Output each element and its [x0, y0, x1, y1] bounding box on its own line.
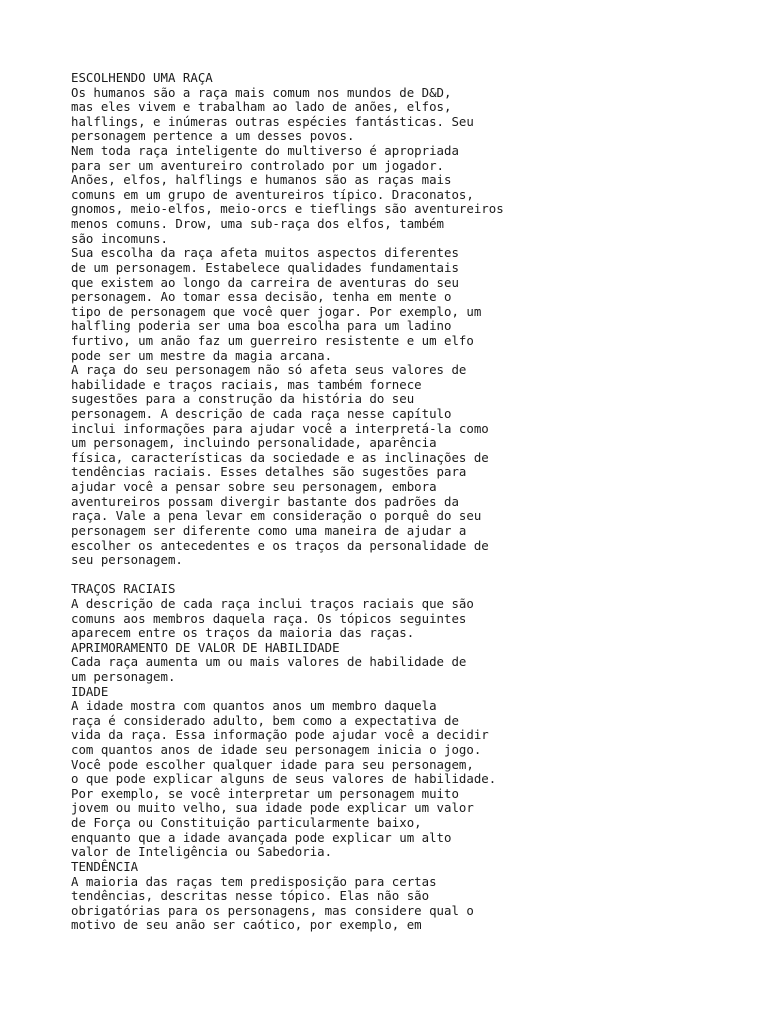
- text-line: motivo de seu anão ser caótico, por exemplo, em: [71, 917, 422, 933]
- text-line: que existem ao longo da carreira de aventuras do seu: [71, 274, 459, 290]
- text-line: comuns em um grupo de aventureiros típico. Draconatos,: [71, 186, 474, 202]
- text-line: A raça do seu personagem não só afeta seus valores de: [71, 362, 467, 378]
- text-line: seu personagem.: [71, 552, 183, 568]
- text-line: TRAÇOS RACIAIS: [71, 581, 176, 597]
- text-line: raça é considerado adulto, bem como a expectativa de: [71, 712, 459, 728]
- text-line: comuns aos membros daquela raça. Os tópicos seguintes: [71, 610, 467, 626]
- text-line: sugestões para a construção da história do seu: [71, 391, 415, 407]
- text-line: enquanto que a idade avançada pode explicar um alto: [71, 829, 452, 845]
- text-line: obrigatórias para os personagens, mas considere qual o: [71, 902, 474, 918]
- text-line: pode ser um mestre da magia arcana.: [71, 347, 333, 363]
- text-line: Anões, elfos, halflings e humanos são as raças mais: [71, 172, 452, 188]
- blank-line: [71, 568, 751, 583]
- text-line: Cada raça aumenta um ou mais valores de habilidade de: [71, 654, 467, 670]
- text-line: para ser um aventureiro controlado por um jogador.: [71, 157, 444, 173]
- text-line: TENDÊNCIA: [71, 858, 139, 874]
- text-line: um personagem.: [71, 668, 176, 684]
- text-line: raça. Vale a pena levar em consideração o porquê do seu: [71, 508, 482, 524]
- text-line: personagem. A descrição de cada raça nesse capítulo: [71, 406, 452, 422]
- text-line: A idade mostra com quantos anos um membro daquela: [71, 698, 437, 714]
- text-line: tendências raciais. Esses detalhes são sugestões para: [71, 464, 467, 480]
- text-line: halflings, e inúmeras outras espécies fantásticas. Seu: [71, 113, 474, 129]
- text-line: Por exemplo, se você interpretar um personagem muito: [71, 785, 459, 801]
- text-line: o que pode explicar alguns de seus valores de habilidade.: [71, 771, 497, 787]
- text-line: mas eles vivem e trabalham ao lado de anões, elfos,: [71, 99, 452, 115]
- text-line: ESCOLHENDO UMA RAÇA: [71, 70, 213, 85]
- text-line: ajudar você a pensar sobre seu personagem, embora: [71, 479, 437, 495]
- text-line: aparecem entre os traços da maioria das raças.: [71, 625, 415, 641]
- text-line: Você pode escolher qualquer idade para seu personagem,: [71, 756, 474, 772]
- text-line: A maioria das raças tem predisposição para certas: [71, 873, 437, 889]
- text-line: Os humanos são a raça mais comum nos mundos de D&D,: [71, 84, 452, 100]
- text-line: escolher os antecedentes e os traços da personalidade de: [71, 537, 489, 553]
- text-line: física, características da sociedade e as inclinações de: [71, 449, 489, 465]
- text-line: personagem pertence a um desses povos.: [71, 128, 355, 144]
- document-page: [71, 71, 751, 933]
- text-line: APRIMORAMENTO DE VALOR DE HABILIDADE: [71, 639, 340, 655]
- text-line: A descrição de cada raça inclui traços raciais que são: [71, 595, 474, 611]
- text-line: com quantos anos de idade seu personagem inicia o jogo.: [71, 742, 482, 758]
- text-line: de Força ou Constituição particularmente baixo,: [71, 815, 422, 831]
- text-line: um personagem, incluindo personalidade, aparência: [71, 435, 437, 451]
- text-line: tipo de personagem que você quer jogar. Por exemplo, um: [71, 303, 482, 319]
- text-line: personagem ser diferente como uma maneira de ajudar a: [71, 522, 467, 538]
- text-line: Nem toda raça inteligente do multiverso é apropriada: [71, 143, 459, 159]
- text-line: tendências, descritas nesse tópico. Elas não são: [71, 888, 430, 904]
- text-line: furtivo, um anão faz um guerreiro resistente e um elfo: [71, 332, 474, 348]
- text-line: Sua escolha da raça afeta muitos aspectos diferentes: [71, 245, 459, 261]
- text-line: de um personagem. Estabelece qualidades fundamentais: [71, 259, 459, 275]
- text-line: aventureiros possam divergir bastante dos padrões da: [71, 493, 459, 509]
- text-line: habilidade e traços raciais, mas também fornece: [71, 376, 422, 392]
- text-line: gnomos, meio-elfos, meio-orcs e tieflings são aventureiros: [71, 201, 504, 217]
- text-line: menos comuns. Drow, uma sub-raça dos elfos, também: [71, 216, 444, 232]
- text-line: jovem ou muito velho, sua idade pode explicar um valor: [71, 800, 474, 816]
- text-line: inclui informações para ajudar você a interpretá-la como: [71, 420, 489, 436]
- text-line: personagem. Ao tomar essa decisão, tenha em mente o: [71, 289, 452, 305]
- text-line: são incomuns.: [71, 230, 168, 246]
- text-line: vida da raça. Essa informação pode ajudar você a decidir: [71, 727, 489, 743]
- text-line: halfling poderia ser uma boa escolha para um ladino: [71, 318, 452, 334]
- text-line: IDADE: [71, 683, 109, 699]
- text-line: valor de Inteligência ou Sabedoria.: [71, 844, 333, 860]
